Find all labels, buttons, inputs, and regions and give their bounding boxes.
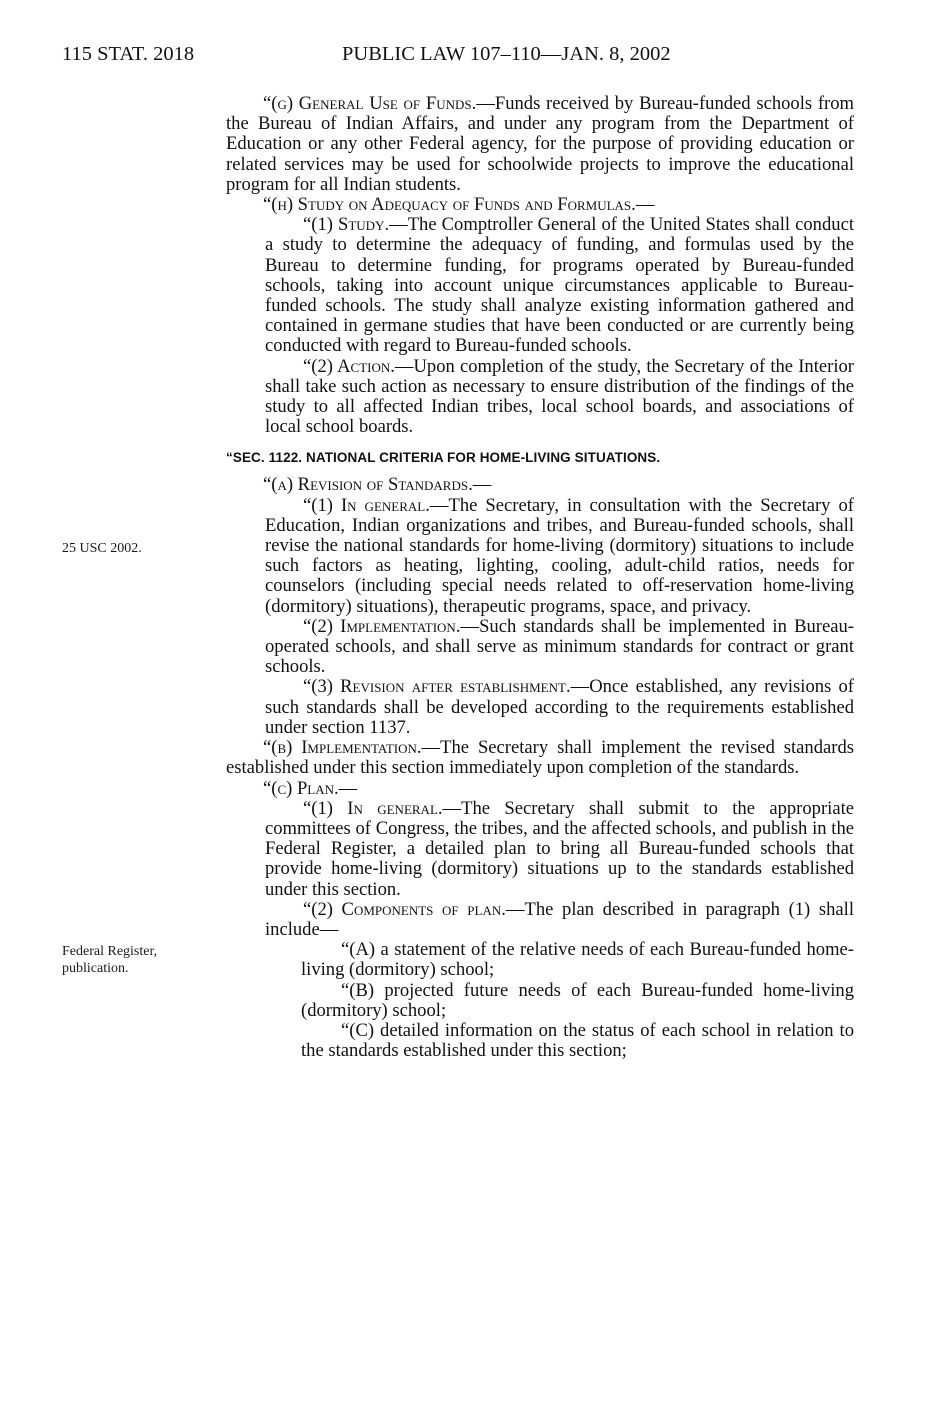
paragraph-heading: “(1) In general. xyxy=(303,494,430,516)
stat-page-number: 115 STAT. 2018 xyxy=(62,43,195,65)
paragraph-text: —Once established, any revisions of such standards shall be developed according to the requirements established under section 1137. xyxy=(265,676,854,738)
margin-note-line: Federal Register, xyxy=(62,944,158,959)
document-body xyxy=(226,94,854,1061)
margin-note-federal-register xyxy=(62,943,212,977)
paragraph-h-2 xyxy=(265,357,854,438)
paragraph-heading: “(2) Components of plan. xyxy=(303,898,506,920)
paragraph-heading: “(3) Revision after establishment. xyxy=(303,676,571,698)
paragraph-a-2 xyxy=(265,617,854,678)
paragraph-c-2-b: “(B) projected future needs of each Bureau-funded home-living (dormitory) school; xyxy=(301,979,854,1021)
paragraph-text: —Such standards shall be implemented in Bureau-operated schools, and shall serve as minimum standards for contract or grant schools. xyxy=(265,615,854,678)
paragraph-a-1 xyxy=(265,496,854,617)
paragraph-text: —The Secretary, in consultation with the Secretary of Education, Indian organizations and tribes, and Bureau-funded schools, shall revise the national standards for home-living (dormitory) situations to include such factors as heating, lighting, cooling, adult-child ratios, needs for counselors (including special needs related to off-reservation home-living (dormitory) situations), therapeutic programs, space, and privacy. xyxy=(265,494,854,617)
paragraph-heading: “(g) General Use of Funds. xyxy=(263,93,477,114)
paragraph-text: —The Secretary shall submit to the appropriate committees of Congress, the tribes, and the affected schools, and publish in the Federal Register, a detailed plan to bring all Bureau-funded schools that provide home-living (dormitory) situations up to the standards established under this section. xyxy=(265,797,854,900)
paragraph-h-1 xyxy=(265,215,854,356)
paragraph-c-2 xyxy=(265,900,854,940)
margin-note-line: publication. xyxy=(62,961,129,976)
paragraph-heading: “(2) Action. xyxy=(303,355,395,377)
paragraph-text: — xyxy=(635,194,655,216)
paragraph-h xyxy=(226,195,854,215)
paragraph-c-1 xyxy=(265,799,854,900)
paragraph-text: — xyxy=(472,474,492,496)
paragraph-text: —The plan described in paragraph (1) shall include— xyxy=(265,898,854,940)
paragraph-text: —Funds received by Bureau-funded schools from the Bureau of Indian Affairs, and under any program from the Department of Education or any other Federal agency, for the purpose of providing education or related services may be used for schoolwide projects to improve the educational program for all Indian students. xyxy=(226,93,854,195)
paragraph-heading: “(a) Revision of Standards. xyxy=(263,474,473,496)
paragraph-heading: “(c) Plan. xyxy=(263,777,339,799)
paragraph-g xyxy=(226,94,854,195)
paragraph-heading: “(1) Study. xyxy=(303,214,390,236)
paragraph-text: —Upon completion of the study, the Secretary of the Interior shall take such action as necessary to ensure distribution of the findings of the study to all affected Indian tribes, local school boards, and associations of local school boards. xyxy=(265,355,854,438)
page-header xyxy=(62,37,912,71)
paragraph-a-3 xyxy=(265,677,854,738)
section-heading: “SEC. 1122. NATIONAL CRITERIA FOR HOME-LIVING SITUATIONS. xyxy=(226,450,661,466)
paragraph-c-2-a: “(A) a statement of the relative needs of each Bureau-funded home-living (dormitory) school; xyxy=(301,939,854,981)
paragraph-heading: “(2) Implementation. xyxy=(303,615,461,637)
paragraph-c-2-c: “(C) detailed information on the status of each school in relation to the standards established under this section; xyxy=(301,1019,854,1062)
running-head: PUBLIC LAW 107–110—JAN. 8, 2002 xyxy=(342,43,671,65)
paragraph-heading: “(b) Implementation. xyxy=(263,737,422,759)
paragraph-text: —The Comptroller General of the United States shall conduct a study to determine the adequacy of funding, and formulas used by the Bureau to determine funding, for programs operated by Bureau-funded schools, taking into account unique circumstances applicable to Bureau-funded schools. The study shall analyze existing information gathered and contained in germane studies that have been conducted or are currently being conducted with regard to Bureau-funded schools. xyxy=(265,214,854,357)
paragraph-heading: “(1) In general. xyxy=(303,797,443,819)
paragraph-b xyxy=(226,738,854,778)
paragraph-text: —The Secretary shall implement the revised standards established under this section immediately upon completion of the standards. xyxy=(226,737,855,779)
paragraph-c xyxy=(226,779,854,799)
paragraph-text: — xyxy=(338,777,358,799)
paragraph-a xyxy=(226,475,854,495)
margin-note-usc: 25 USC 2002. xyxy=(62,541,142,556)
paragraph-heading: “(h) Study on Adequacy of Funds and Formulas. xyxy=(263,194,636,216)
